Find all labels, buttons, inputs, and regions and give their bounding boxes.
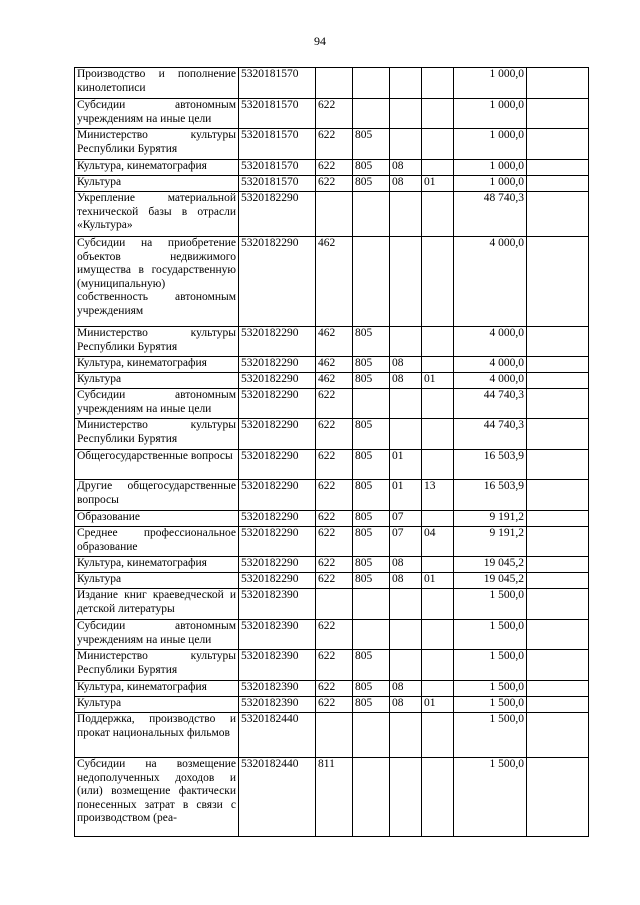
main-administrator-cell: 805 [353, 573, 390, 589]
table-row [75, 129, 589, 160]
amount-cell: 48 740,3 [454, 192, 527, 237]
target-article-cell: 5320182290 [239, 373, 316, 389]
empty-cell [527, 99, 589, 129]
target-article-cell: 5320182390 [239, 650, 316, 681]
section-cell: 01 [390, 450, 422, 480]
main-administrator-cell: 805 [353, 650, 390, 681]
row-name-cell: Субсидии автономным учреждениям на иные цели [75, 620, 239, 650]
subsection-cell [422, 129, 454, 160]
budget-table [74, 67, 589, 837]
row-name-cell: Укрепление материальной технической базы в отрасли «Культура» [75, 192, 239, 237]
section-cell: 08 [390, 373, 422, 389]
empty-cell [527, 129, 589, 160]
empty-cell [527, 527, 589, 557]
table-row [75, 620, 589, 650]
empty-cell [527, 327, 589, 357]
subsection-cell [422, 450, 454, 480]
main-administrator-cell: 805 [353, 681, 390, 697]
empty-cell [527, 681, 589, 697]
amount-cell: 4 000,0 [454, 357, 527, 373]
subsection-cell: 01 [422, 176, 454, 192]
amount-cell: 4 000,0 [454, 327, 527, 357]
table-row [75, 650, 589, 681]
row-name-cell: Министерство культуры Республики Бурятия [75, 419, 239, 450]
amount-cell: 16 503,9 [454, 450, 527, 480]
row-name-cell: Субсидии автономным учреждениям на иные цели [75, 389, 239, 419]
table-row [75, 99, 589, 129]
target-article-cell: 5320181570 [239, 160, 316, 176]
table-row [75, 589, 589, 620]
subsection-cell [422, 511, 454, 527]
expense-type-cell: 462 [316, 327, 353, 357]
section-cell [390, 650, 422, 681]
main-administrator-cell: 805 [353, 480, 390, 511]
target-article-cell: 5320182390 [239, 620, 316, 650]
amount-cell: 4 000,0 [454, 237, 527, 327]
table-row [75, 192, 589, 237]
expense-type-cell: 622 [316, 681, 353, 697]
main-administrator-cell [353, 620, 390, 650]
empty-cell [527, 557, 589, 573]
main-administrator-cell [353, 758, 390, 837]
expense-type-cell: 622 [316, 480, 353, 511]
section-cell [390, 620, 422, 650]
section-cell [390, 192, 422, 237]
row-name-cell: Производство и пополнение кинолетописи [75, 68, 239, 99]
section-cell: 01 [390, 480, 422, 511]
expense-type-cell: 622 [316, 527, 353, 557]
subsection-cell [422, 99, 454, 129]
target-article-cell: 5320182290 [239, 450, 316, 480]
table-row [75, 373, 589, 389]
amount-cell: 1 000,0 [454, 68, 527, 99]
amount-cell: 44 740,3 [454, 389, 527, 419]
row-name-cell: Другие общегосударственные вопросы [75, 480, 239, 511]
table-row [75, 176, 589, 192]
target-article-cell: 5320182290 [239, 573, 316, 589]
table-row [75, 237, 589, 327]
expense-type-cell: 622 [316, 129, 353, 160]
table-row [75, 573, 589, 589]
main-administrator-cell [353, 68, 390, 99]
section-cell [390, 419, 422, 450]
main-administrator-cell: 805 [353, 357, 390, 373]
target-article-cell: 5320182290 [239, 389, 316, 419]
target-article-cell: 5320182290 [239, 419, 316, 450]
main-administrator-cell: 805 [353, 511, 390, 527]
section-cell: 08 [390, 697, 422, 713]
expense-type-cell: 622 [316, 176, 353, 192]
row-name-cell: Культура, кинематография [75, 160, 239, 176]
table-row [75, 758, 589, 837]
table-row [75, 681, 589, 697]
subsection-cell [422, 419, 454, 450]
row-name-cell: Культура [75, 697, 239, 713]
expense-type-cell: 622 [316, 99, 353, 129]
empty-cell [527, 450, 589, 480]
expense-type-cell: 622 [316, 160, 353, 176]
table-row [75, 557, 589, 573]
table-row [75, 511, 589, 527]
row-name-cell: Издание книг краеведческой и детской литературы [75, 589, 239, 620]
expense-type-cell: 622 [316, 557, 353, 573]
main-administrator-cell [353, 389, 390, 419]
target-article-cell: 5320182290 [239, 480, 316, 511]
subsection-cell [422, 713, 454, 758]
amount-cell: 1 500,0 [454, 620, 527, 650]
main-administrator-cell: 805 [353, 327, 390, 357]
amount-cell: 1 500,0 [454, 681, 527, 697]
amount-cell: 1 000,0 [454, 160, 527, 176]
row-name-cell: Культура, кинематография [75, 557, 239, 573]
empty-cell [527, 620, 589, 650]
empty-cell [527, 357, 589, 373]
empty-cell [527, 373, 589, 389]
table-row [75, 480, 589, 511]
empty-cell [527, 650, 589, 681]
target-article-cell: 5320182290 [239, 511, 316, 527]
subsection-cell [422, 192, 454, 237]
amount-cell: 1 500,0 [454, 758, 527, 837]
subsection-cell [422, 237, 454, 327]
subsection-cell [422, 650, 454, 681]
row-name-cell: Поддержка, производство и прокат национальных фильмов [75, 713, 239, 758]
row-name-cell: Министерство культуры Республики Бурятия [75, 650, 239, 681]
section-cell [390, 758, 422, 837]
target-article-cell: 5320181570 [239, 129, 316, 160]
main-administrator-cell: 805 [353, 419, 390, 450]
target-article-cell: 5320182390 [239, 697, 316, 713]
row-name-cell: Среднее профессиональное образование [75, 527, 239, 557]
subsection-cell: 01 [422, 573, 454, 589]
expense-type-cell [316, 192, 353, 237]
empty-cell [527, 419, 589, 450]
expense-type-cell [316, 68, 353, 99]
row-name-cell: Образование [75, 511, 239, 527]
amount-cell: 1 000,0 [454, 176, 527, 192]
expense-type-cell: 462 [316, 357, 353, 373]
empty-cell [527, 573, 589, 589]
expense-type-cell: 622 [316, 419, 353, 450]
subsection-cell: 01 [422, 697, 454, 713]
target-article-cell: 5320182440 [239, 758, 316, 837]
amount-cell: 19 045,2 [454, 573, 527, 589]
target-article-cell: 5320182290 [239, 192, 316, 237]
amount-cell: 1 500,0 [454, 697, 527, 713]
target-article-cell: 5320182390 [239, 589, 316, 620]
amount-cell: 9 191,2 [454, 511, 527, 527]
table-row [75, 327, 589, 357]
amount-cell: 44 740,3 [454, 419, 527, 450]
row-name-cell: Культура [75, 373, 239, 389]
subsection-cell [422, 327, 454, 357]
subsection-cell: 13 [422, 480, 454, 511]
section-cell: 07 [390, 527, 422, 557]
table-row [75, 389, 589, 419]
row-name-cell: Общегосударственные вопросы [75, 450, 239, 480]
target-article-cell: 5320181570 [239, 99, 316, 129]
subsection-cell [422, 758, 454, 837]
target-article-cell: 5320181570 [239, 176, 316, 192]
main-administrator-cell: 805 [353, 527, 390, 557]
empty-cell [527, 589, 589, 620]
row-name-cell: Субсидии на приобретение объектов недвижимого имущества в государственную (муниципальную) собственность автономным учреждениям [75, 237, 239, 327]
target-article-cell: 5320182290 [239, 527, 316, 557]
subsection-cell [422, 160, 454, 176]
row-name-cell: Культура [75, 176, 239, 192]
section-cell [390, 99, 422, 129]
table-row [75, 68, 589, 99]
table-row [75, 160, 589, 176]
main-administrator-cell [353, 713, 390, 758]
subsection-cell [422, 389, 454, 419]
expense-type-cell: 811 [316, 758, 353, 837]
subsection-cell [422, 620, 454, 650]
subsection-cell: 04 [422, 527, 454, 557]
expense-type-cell: 622 [316, 697, 353, 713]
subsection-cell [422, 68, 454, 99]
amount-cell: 1 000,0 [454, 99, 527, 129]
subsection-cell [422, 357, 454, 373]
expense-type-cell: 622 [316, 650, 353, 681]
expense-type-cell: 622 [316, 620, 353, 650]
expense-type-cell: 622 [316, 450, 353, 480]
table-row [75, 419, 589, 450]
main-administrator-cell [353, 589, 390, 620]
empty-cell [527, 68, 589, 99]
main-administrator-cell [353, 192, 390, 237]
expense-type-cell [316, 713, 353, 758]
section-cell: 08 [390, 573, 422, 589]
expense-type-cell: 622 [316, 573, 353, 589]
target-article-cell: 5320182290 [239, 237, 316, 327]
section-cell [390, 589, 422, 620]
target-article-cell: 5320182290 [239, 327, 316, 357]
subsection-cell [422, 681, 454, 697]
subsection-cell [422, 557, 454, 573]
expense-type-cell [316, 589, 353, 620]
section-cell [390, 713, 422, 758]
table-row [75, 357, 589, 373]
expense-type-cell: 462 [316, 373, 353, 389]
main-administrator-cell [353, 237, 390, 327]
amount-cell: 1 500,0 [454, 713, 527, 758]
table-row [75, 713, 589, 758]
empty-cell [527, 192, 589, 237]
empty-cell [527, 389, 589, 419]
expense-type-cell: 622 [316, 511, 353, 527]
empty-cell [527, 758, 589, 837]
row-name-cell: Культура [75, 573, 239, 589]
row-name-cell: Субсидии на возмещение недополученных доходов и (или) возмещение фактически понесенных затрат в связи с производством (реа- [75, 758, 239, 837]
expense-type-cell: 462 [316, 237, 353, 327]
main-administrator-cell: 805 [353, 450, 390, 480]
main-administrator-cell: 805 [353, 160, 390, 176]
subsection-cell: 01 [422, 373, 454, 389]
expense-type-cell: 622 [316, 389, 353, 419]
empty-cell [527, 480, 589, 511]
section-cell: 08 [390, 160, 422, 176]
section-cell [390, 389, 422, 419]
main-administrator-cell: 805 [353, 373, 390, 389]
section-cell: 08 [390, 176, 422, 192]
empty-cell [527, 511, 589, 527]
main-administrator-cell: 805 [353, 557, 390, 573]
amount-cell: 16 503,9 [454, 480, 527, 511]
amount-cell: 9 191,2 [454, 527, 527, 557]
target-article-cell: 5320181570 [239, 68, 316, 99]
section-cell [390, 327, 422, 357]
empty-cell [527, 237, 589, 327]
empty-cell [527, 713, 589, 758]
section-cell [390, 129, 422, 160]
amount-cell: 1 500,0 [454, 650, 527, 681]
budget-table-body [75, 68, 589, 837]
main-administrator-cell: 805 [353, 697, 390, 713]
empty-cell [527, 160, 589, 176]
amount-cell: 4 000,0 [454, 373, 527, 389]
target-article-cell: 5320182440 [239, 713, 316, 758]
section-cell [390, 68, 422, 99]
row-name-cell: Культура, кинематография [75, 681, 239, 697]
empty-cell [527, 176, 589, 192]
row-name-cell: Министерство культуры Республики Бурятия [75, 129, 239, 160]
section-cell: 08 [390, 557, 422, 573]
table-row [75, 450, 589, 480]
target-article-cell: 5320182290 [239, 357, 316, 373]
row-name-cell: Культура, кинематография [75, 357, 239, 373]
main-administrator-cell [353, 99, 390, 129]
subsection-cell [422, 589, 454, 620]
section-cell: 07 [390, 511, 422, 527]
amount-cell: 1 000,0 [454, 129, 527, 160]
section-cell: 08 [390, 681, 422, 697]
main-administrator-cell: 805 [353, 176, 390, 192]
amount-cell: 19 045,2 [454, 557, 527, 573]
section-cell [390, 237, 422, 327]
table-row [75, 527, 589, 557]
section-cell: 08 [390, 357, 422, 373]
row-name-cell: Министерство культуры Республики Бурятия [75, 327, 239, 357]
main-administrator-cell: 805 [353, 129, 390, 160]
amount-cell: 1 500,0 [454, 589, 527, 620]
empty-cell [527, 697, 589, 713]
table-row [75, 697, 589, 713]
target-article-cell: 5320182390 [239, 681, 316, 697]
page-number: 94 [314, 34, 326, 48]
row-name-cell: Субсидии автономным учреждениям на иные цели [75, 99, 239, 129]
target-article-cell: 5320182290 [239, 557, 316, 573]
